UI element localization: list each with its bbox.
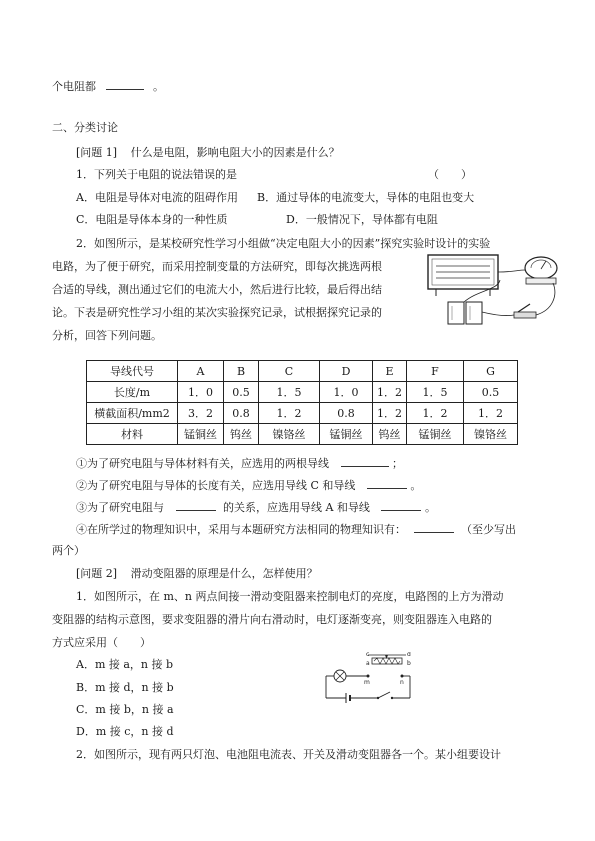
subq-3 xyxy=(76,499,436,516)
q1-item2-line5: 分析，回答下列问题。 xyxy=(52,329,162,342)
answer-blank[interactable] xyxy=(176,499,216,511)
table-row-label: 长度/m xyxy=(87,382,178,403)
table-header-cell: E xyxy=(373,361,407,382)
subq-4-text-b: （至少写出 xyxy=(461,523,516,536)
table-header-cell: A xyxy=(178,361,224,382)
table-cell: 0.5 xyxy=(464,382,518,403)
table-cell: 镍铬丝 xyxy=(464,424,518,445)
table-cell: 1．2 xyxy=(373,382,407,403)
table-cell: 镍铬丝 xyxy=(259,424,320,445)
q2-option-c[interactable]: C．m 接 b，n 接 a xyxy=(76,703,174,716)
table-cell: 0.5 xyxy=(224,382,259,403)
q1-option-b[interactable]: B．通过导体的电流变大，导体的电阻也变大 xyxy=(257,191,475,204)
answer-blank[interactable] xyxy=(106,78,144,90)
subq-4-text-a: ④在所学过的物理知识中，采用与本题研究方法相同的物理知识有： xyxy=(76,523,406,536)
subq-4 xyxy=(76,521,516,538)
table-cell: 0.8 xyxy=(224,403,259,424)
subq-3-text-b: 的关系，应选用导线 A 和导线 xyxy=(223,501,370,514)
table-cell: 锰铜丝 xyxy=(178,424,224,445)
subq-2-text: ②为了研究电阻与导体的长度有关，应选用导线 C 和导线 xyxy=(76,479,356,492)
subq-2 xyxy=(76,477,421,494)
table-cell: 锰铜丝 xyxy=(407,424,464,445)
q2-item1-line3: 方式应采用（ ） xyxy=(52,636,151,649)
q1-item1-paren: （ ） xyxy=(428,168,472,181)
table-cell: 1．2 xyxy=(373,403,407,424)
answer-blank[interactable] xyxy=(367,477,407,489)
q2-item1-line2: 变阻器的结构示意图，要求变阻器的滑片向右滑动时，电灯逐渐变亮，则变阻器连入电路的 xyxy=(52,613,492,626)
table-cell: 1．2 xyxy=(407,403,464,424)
table-row-label: 横截面积/mm2 xyxy=(87,403,178,424)
table-header-cell: G xyxy=(464,361,518,382)
answer-blank[interactable] xyxy=(341,455,389,467)
table-header-cell: F xyxy=(407,361,464,382)
table-row xyxy=(87,424,518,445)
subq-2-end: 。 xyxy=(410,479,422,492)
q1-item2-line2: 电路，为了便于研究，而采用控制变量的方法研究，即每次挑选两根 xyxy=(52,260,382,273)
circuit-label-m: m xyxy=(364,679,370,686)
q1-question: 什么是电阻，影响电阻大小的因素是什么？ xyxy=(130,146,340,159)
subq-3-text-a: ③为了研究电阻与 xyxy=(76,501,164,514)
top-line xyxy=(52,78,164,95)
experiment-apparatus-figure xyxy=(418,250,568,330)
table-cell: 3．2 xyxy=(178,403,224,424)
circuit-diagram xyxy=(322,652,414,704)
top-prefix: 个电阻都 xyxy=(52,80,96,93)
q2-heading xyxy=(76,566,318,582)
table-cell: 1．2 xyxy=(464,403,518,424)
circuit-label-b: b xyxy=(407,660,411,667)
subq-4-cont: 两个） xyxy=(52,544,85,557)
table-cell: 1．0 xyxy=(178,382,224,403)
table-header-row xyxy=(87,361,518,382)
subq-1 xyxy=(76,455,403,472)
table-header-cell: C xyxy=(259,361,320,382)
table-cell: 0.8 xyxy=(320,403,373,424)
subq-1-text: ①为了研究电阻与导体材料有关，应选用的两根导线 xyxy=(76,457,329,470)
q2-question: 滑动变阻器的原理是什么，怎样使用？ xyxy=(130,567,318,580)
q1-option-c[interactable]: C．电阻是导体本身的一种性质 xyxy=(76,213,228,226)
table-row-label: 材料 xyxy=(87,424,178,445)
table-header-cell: B xyxy=(224,361,259,382)
table-cell: 1．0 xyxy=(320,382,373,403)
answer-blank[interactable] xyxy=(414,521,454,533)
circuit-label-n: n xyxy=(400,679,404,686)
q1-option-d[interactable]: D．一般情况下，导体都有电阻 xyxy=(286,213,438,226)
q1-item2-line4: 论。下表是研究性学习小组的某次实验探究记录，试根据探究记录的 xyxy=(52,306,382,319)
circuit-label-a: a xyxy=(366,660,370,667)
q1-item2-line3: 合适的导线，测出通过它们的电流大小，然后进行比较，最后得出结 xyxy=(52,283,382,296)
table-row xyxy=(87,403,518,424)
q1-item2-line1: 2．如图所示，是某校研究性学习小组做“决定电阻大小的因素”探究实验时设计的实验 xyxy=(76,237,491,250)
q1-item1-stem: 1．下列关于电阻的说法错误的是 xyxy=(76,168,237,181)
table-header-cell: D xyxy=(320,361,373,382)
circuit-label-d: d xyxy=(407,652,411,658)
q2-item1-line1: 1．如图所示，在 m、n 两点间接一滑动变阻器来控制电灯的亮度，电路图的上方为滑动 xyxy=(76,590,504,603)
table-cell: 钨丝 xyxy=(224,424,259,445)
subq-1-end: ； xyxy=(392,457,403,470)
q2-tag: [问题 2] xyxy=(76,567,118,580)
q1-heading xyxy=(76,145,340,161)
table-cell: 锰铜丝 xyxy=(320,424,373,445)
table-cell: 1．5 xyxy=(259,382,320,403)
subq-3-end: 。 xyxy=(424,501,436,514)
q2-option-d[interactable]: D．m 接 c，n 接 d xyxy=(76,725,174,738)
q2-option-b[interactable]: B．m 接 d，n 接 b xyxy=(76,681,174,694)
table-header-label: 导线代号 xyxy=(87,361,178,382)
answer-blank[interactable] xyxy=(381,499,421,511)
table-cell: 1．5 xyxy=(407,382,464,403)
table-cell: 钨丝 xyxy=(373,424,407,445)
circuit-label-c: c xyxy=(366,652,370,658)
q1-tag: [问题 1] xyxy=(76,146,118,159)
data-table xyxy=(86,360,518,445)
q2-option-a[interactable]: A．m 接 a，n 接 b xyxy=(76,658,174,671)
section-title: 二、分类讨论 xyxy=(52,121,118,134)
q1-option-a[interactable]: A．电阻是导体对电流的阻碍作用 xyxy=(76,191,238,204)
top-suffix: 。 xyxy=(153,80,164,93)
q2-item2: 2．如图所示，现有两只灯泡、电池阻电流表、开关及滑动变阻器各一个。某小组要设计 xyxy=(76,748,501,761)
table-cell: 1．2 xyxy=(259,403,320,424)
table-row xyxy=(87,382,518,403)
